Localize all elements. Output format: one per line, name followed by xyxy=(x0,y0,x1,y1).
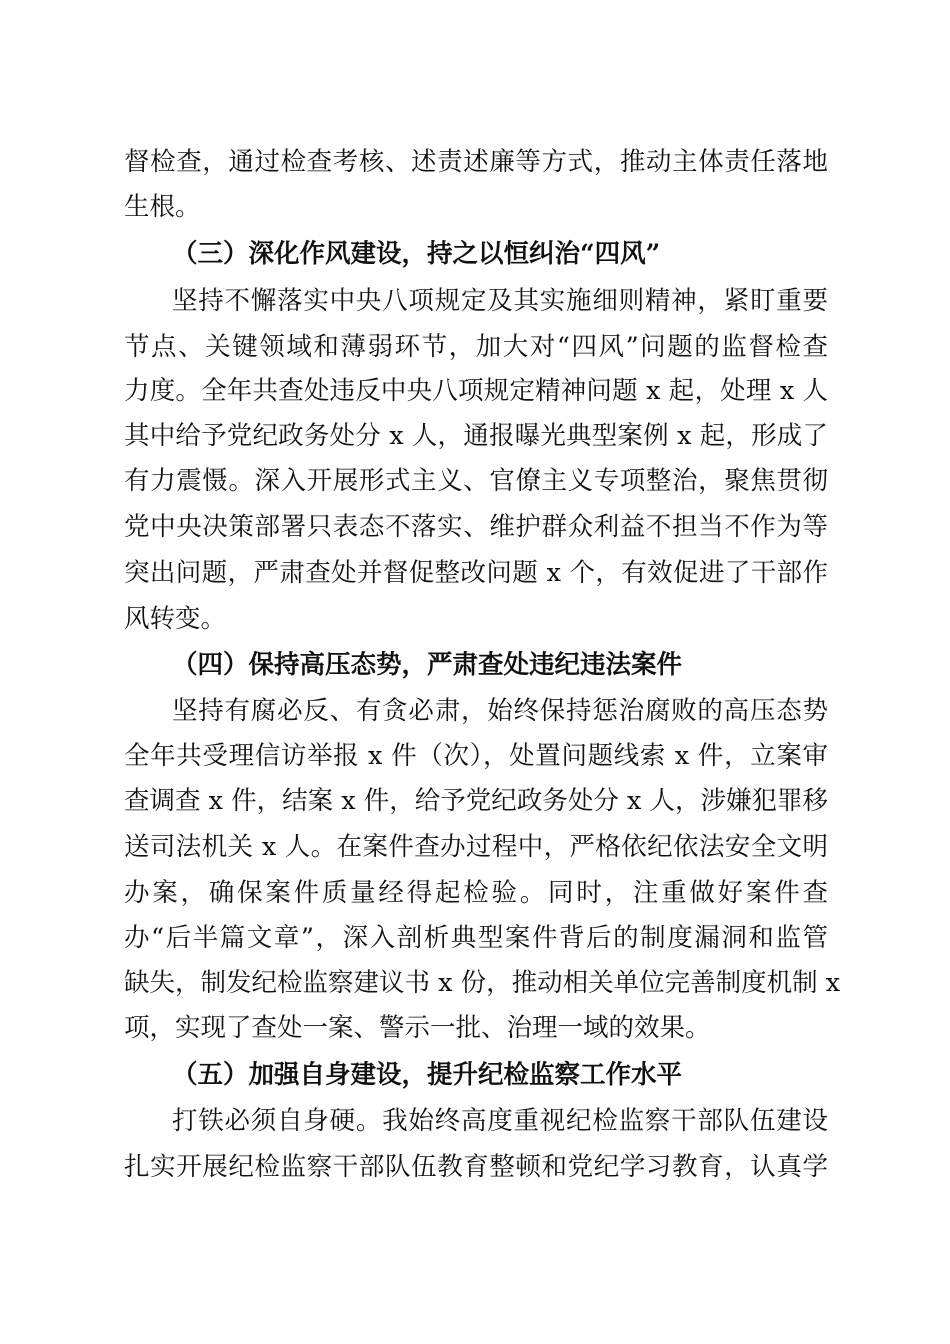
body-line: 生根。 xyxy=(124,192,201,222)
body-line: 送司法机关 x 人。在案件查办过程中，严格依纪依法安全文明 xyxy=(124,832,828,862)
body-line: 扎实开展纪检监察干部队伍教育整顿和党纪学习教育，认真学 xyxy=(124,1152,828,1182)
body-line: 力度。全年共查处违反中央八项规定精神问题 x 起，处理 x 人 xyxy=(124,376,828,406)
body-line: 缺失，制发纪检监察建议书 x 份，推动相关单位完善制度机制 x xyxy=(124,968,841,998)
body-line: 办案，确保案件质量经得起检验。同时，注重做好案件查 xyxy=(124,878,828,908)
body-line: 坚持有腐必反、有贪必肃，始终保持惩治腐败的高压态势 xyxy=(172,696,828,726)
body-line: 项，实现了查处一案、警示一批、治理一域的效果。 xyxy=(124,1013,711,1043)
body-line: 查调查 x 件，结案 x 件，给予党纪政务处分 x 人，涉嫌犯罪移 xyxy=(124,786,828,816)
body-line: 党中央决策部署只表态不落实、维护群众利益不担当不作为等 xyxy=(124,512,828,542)
body-line: 其中给予党纪政务处分 x 人，通报曝光典型案例 x 起，形成了 xyxy=(124,421,828,451)
body-line: 督检查，通过检查考核、述责述廉等方式，推动主体责任落地 xyxy=(124,147,828,177)
body-line: 全年共受理信访举报 x 件（次），处置问题线索 x 件，立案审 xyxy=(124,741,828,771)
section-heading-5: （五）加强自身建设，提升纪检监察工作水平 xyxy=(172,1060,683,1090)
body-line: 办“后半篇文章”，深入剖析典型案件背后的制度漏洞和监管 xyxy=(124,923,828,953)
body-line: 坚持不懈落实中央八项规定及其实施细则精神，紧盯重要 xyxy=(172,286,828,316)
body-line: 突出问题，严肃查处并督促整改问题 x 个，有效促进了干部作 xyxy=(124,558,828,588)
body-line: 有力震慑。深入开展形式主义、官僚主义专项整治，聚焦贯彻 xyxy=(124,466,828,496)
body-line: 打铁必须自身硬。我始终高度重视纪检监察干部队伍建设 xyxy=(172,1106,828,1136)
section-heading-4: （四）保持高压态势，严肃查处违纪违法案件 xyxy=(172,650,683,680)
body-line: 风转变。 xyxy=(124,604,227,634)
section-heading-3: （三）深化作风建设，持之以恒纠治“四风” xyxy=(172,239,661,269)
body-line: 节点、关键领域和薄弱环节，加大对“四风”问题的监督检查 xyxy=(124,332,828,362)
